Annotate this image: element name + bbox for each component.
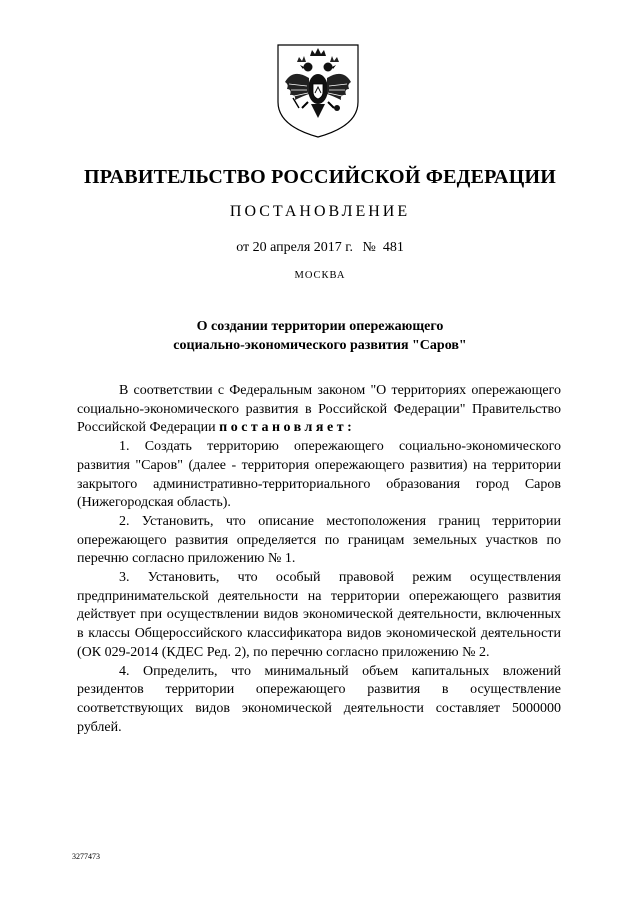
- document-number: 481: [382, 240, 404, 255]
- item-paragraph-2: 2. Установить, что описание местоположения границ территории опережающего развития определяется по границам земельных участков по перечню согласно приложению № 1.: [77, 513, 561, 567]
- coat-of-arms-icon: [275, 42, 361, 140]
- item-paragraph-1: 1. Создать территорию опережающего социально-экономического развития "Саров" (далее - территория опережающего развития) на территории закрытого административно-территориального образования город Саров (Нижегородская область).: [77, 439, 561, 511]
- footer-document-code: 3277473: [72, 852, 100, 861]
- document-city: МОСКВА: [294, 270, 346, 281]
- document-subject: [0, 317, 640, 355]
- document-body: [77, 382, 561, 737]
- subject-line-1: О создании территории опережающего: [196, 319, 444, 334]
- document-date-line: [0, 240, 640, 256]
- item-paragraph-4: 4. Определить, что минимальный объем капитальных вложений резидентов территории опережающего развития в осуществление соответствующих видов экономической деятельности составляет 5000000 рублей.: [77, 663, 561, 735]
- decree-word: постановляет:: [219, 420, 356, 436]
- subject-line-2: социально-экономического развития "Саров": [173, 338, 467, 353]
- preamble-text: В соответствии с Федеральным законом "О территориях опережающего социально-экономического развития в Российской Федерации" Правительство Российской Федерации: [77, 383, 561, 436]
- preamble-paragraph: [77, 382, 561, 438]
- document-number-sign: №: [362, 240, 376, 255]
- item-paragraph-3: 3. Установить, что особый правовой режим осуществления предпринимательской деятельности на территории опережающего развития действует при осуществлении видов экономической деятельности, включенных в классы Общероссийского классификатора видов экономической деятельности (ОК 029-2014 (КДЕС Ред. 2), по перечню согласно приложению № 2.: [77, 570, 561, 660]
- government-title: ПРАВИТЕЛЬСТВО РОССИЙСКОЙ ФЕДЕРАЦИИ: [84, 166, 556, 188]
- document-type: ПОСТАНОВЛЕНИЕ: [229, 203, 411, 220]
- document-date: от 20 апреля 2017 г.: [236, 240, 353, 255]
